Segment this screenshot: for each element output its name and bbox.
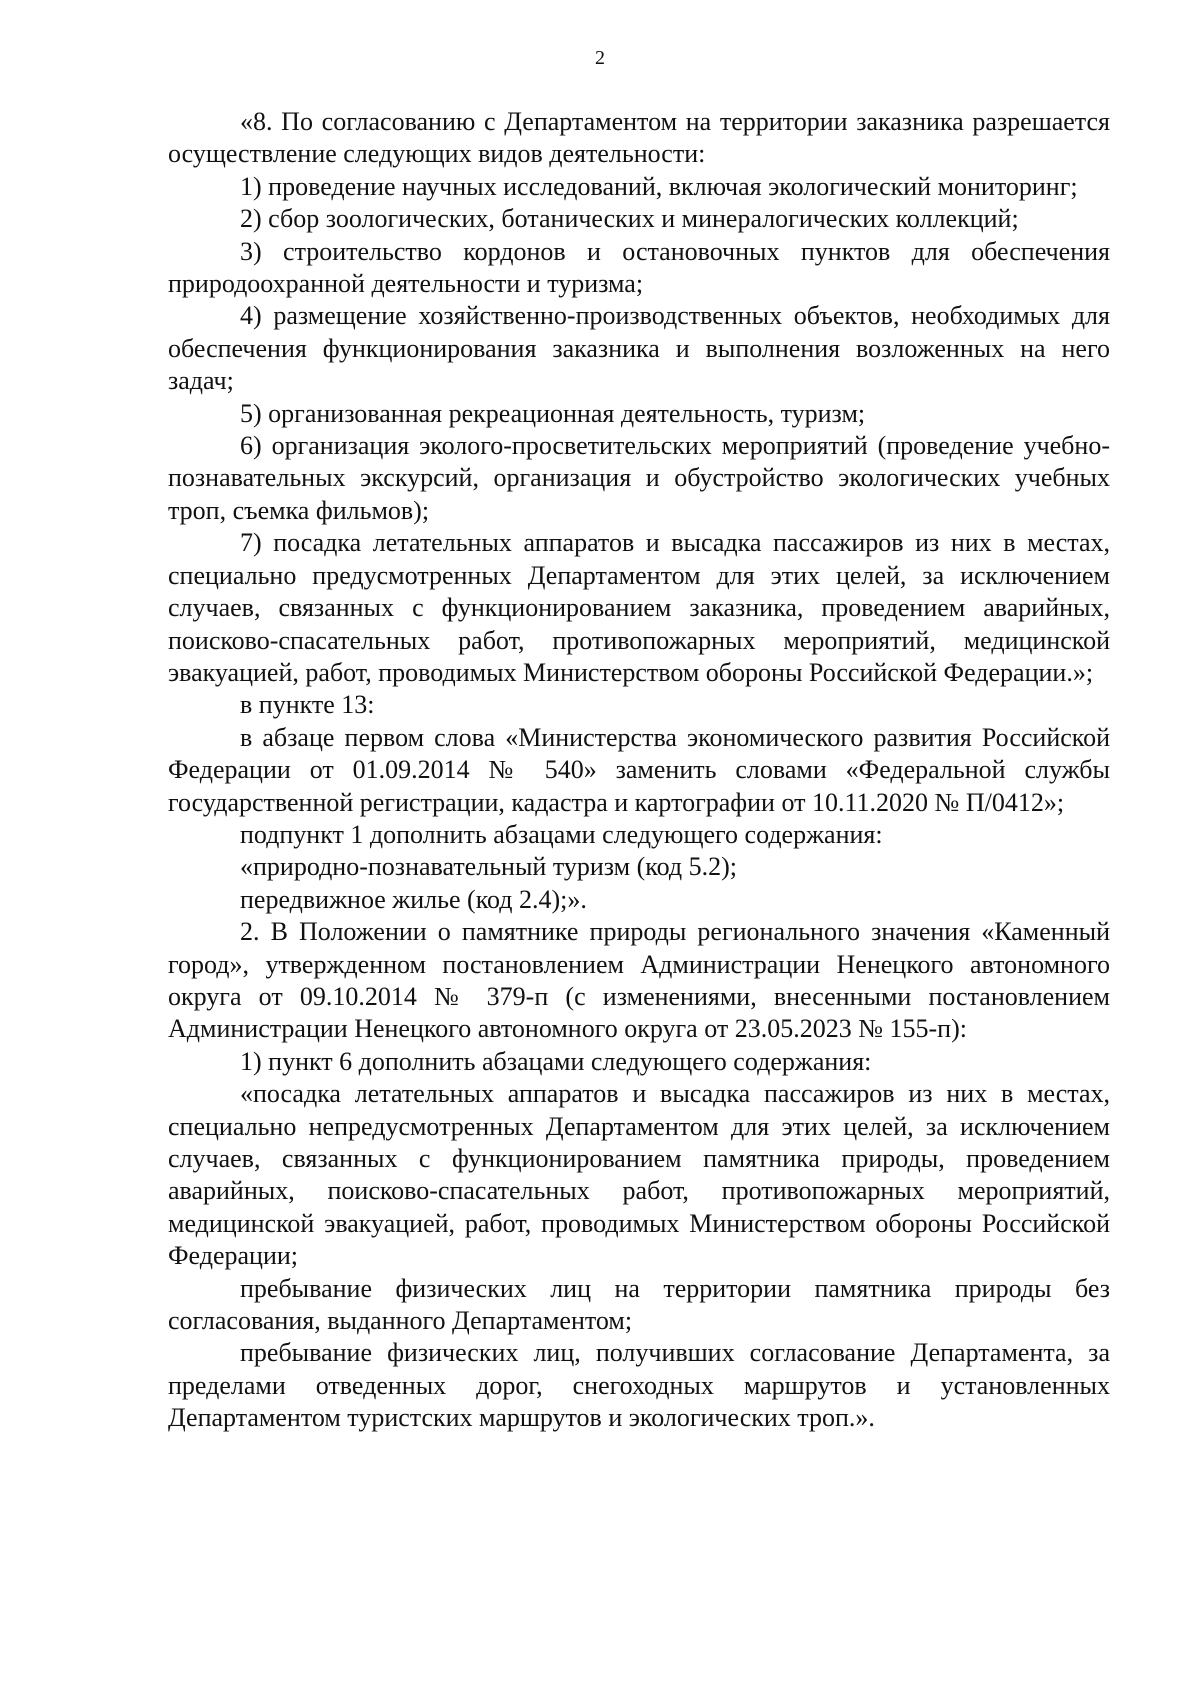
paragraph-first-abzac: в абзаце первом слова «Министерства экономического развития Российской Федерации от 01.09.2014 № 540» заменить словами «Федеральной службы государственной регистрации, кадастра и картографии от 10.11.2020 № П/0412»; [168,722,1110,817]
list-item-4-facilities: 4) размещение хозяйственно-производственных объектов, необходимых для обеспечения функционирования заказника и выполнения возложенных на него задач; [168,301,1110,396]
page-number: 2 [595,47,605,69]
paragraph-tourism-code: «природно-познавательный туризм (код 5.2); [240,852,737,882]
paragraph-presence-without-approval: пребывание физических лиц на территории памятника природы без согласования, выданного Департаментом; [168,1273,1110,1336]
paragraph-section-2: 2. В Положении о памятнике природы регионального значения «Каменный город», утвержденном постановлением Администрации Ненецкого автономного округа от 09.10.2014 № 379-п (с изменениями, внесенными постановлением Администрации Ненецкого автономного округа от 23.05.2023 № 155-п): [168,917,1110,1044]
list-item-5-recreation: 5) организованная рекреационная деятельность, туризм; [240,398,866,428]
list-item-2-collections: 2) сбор зоологических, ботанических и минералогических коллекций; [240,204,1019,234]
list-item-3-cordons: 3) строительство кордонов и остановочных пунктов для обеспечения природоохранной деятельности и туризма; [168,236,1110,299]
paragraph-8-intro: «8. По согласованию с Департаментом на территории заказника разрешается осуществление следующих видов деятельности: [168,107,1110,169]
paragraph-aircraft-landing: «посадка летательных аппаратов и высадка пассажиров из них в местах, специально непредусмотренных Департаментом для этих целей, за исключением случаев, связанных с функционированием памятника природы, проведением аварийных, поисково-спасательных работ, противопожарных мероприятий, медицинской эвакуацией, работ, проводимых Министерством обороны Российской Федерации; [168,1079,1110,1271]
list-item-1-research: 1) проведение научных исследований, включая экологический мониторинг; [240,171,1078,201]
paragraph-presence-outside-routes: пребывание физических лиц, получивших согласование Департамента, за пределами отведенных дорог, снегоходных маршрутов и установленных Департаментом туристских маршрутов и экологических троп.». [168,1338,1110,1433]
list-item-7-aircraft: 7) посадка летательных аппаратов и высадка пассажиров из них в местах, специально предусмотренных Департаментом для этих целей, за исключением случаев, связанных с функционированием заказника, проведением аварийных, поисково-спасательных работ, противопожарных мероприятий, медицинской эвакуацией, работ, проводимых Министерством обороны Российской Федерации.»; [168,528,1110,687]
paragraph-point-6: 1) пункт 6 дополнить абзацами следующего содержания: [240,1046,872,1076]
paragraph-point-13: в пункте 13: [240,690,375,720]
document-body [168,106,1110,1435]
list-item-6-education: 6) организация эколого-просветительских мероприятий (проведение учебно-познавательных экскурсий, организация и обустройство экологических учебных троп, съемка фильмов); [168,431,1110,525]
paragraph-mobile-housing-code: передвижное жилье (код 2.4);». [240,884,587,914]
paragraph-subpoint-1: подпункт 1 дополнить абзацами следующего содержания: [240,819,883,849]
